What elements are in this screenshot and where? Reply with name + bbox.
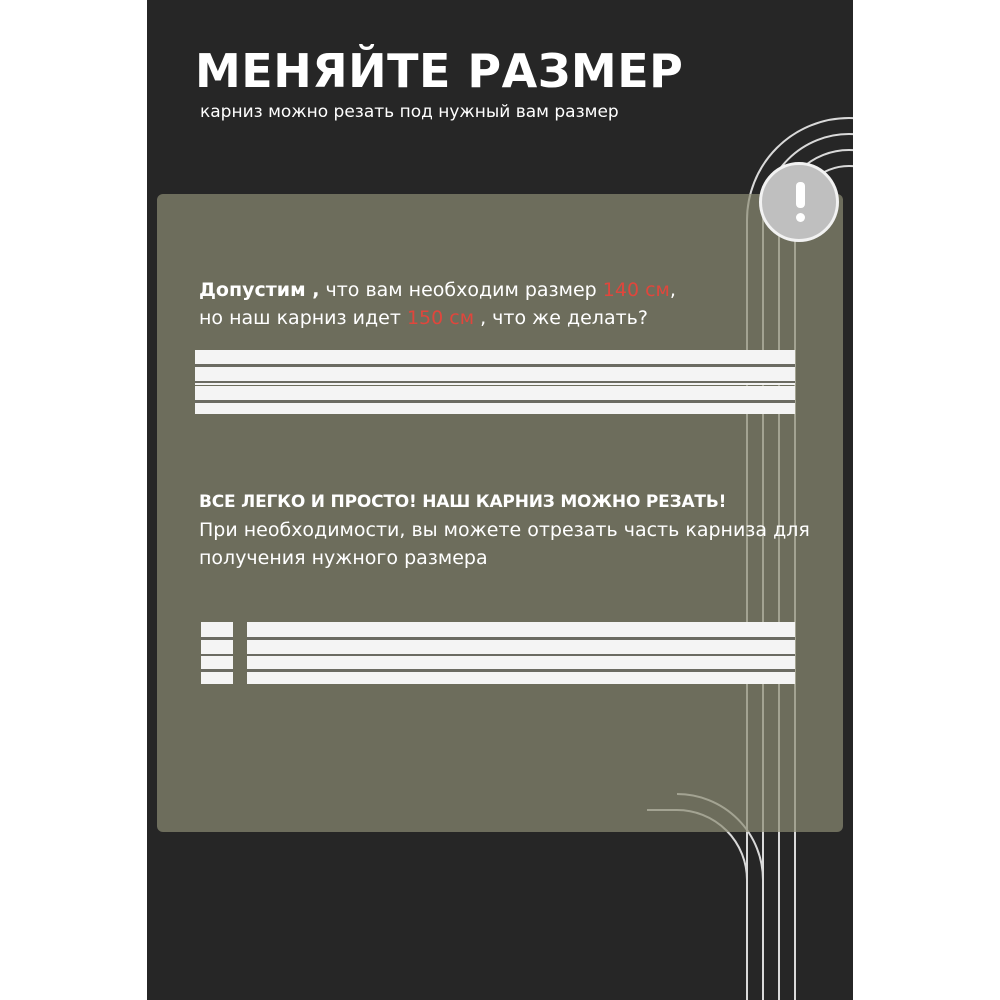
exclamation-icon [796, 182, 805, 208]
question-comma: , [669, 279, 676, 301]
question-lead: Допустим , [199, 279, 320, 301]
question-text-3: , что же делать? [474, 307, 648, 329]
page-subtitle: карниз можно резать под нужный вам размер [200, 102, 619, 122]
exclamation-dot-icon [796, 213, 805, 222]
curtain-rail-trimmed [247, 622, 795, 684]
poster [147, 0, 853, 1000]
question-text [199, 276, 799, 332]
question-text-1: что вам необходим размер [319, 279, 603, 301]
page-title: МЕНЯЙТЕ РАЗМЕР [195, 44, 684, 98]
curtain-rail-cut-piece [201, 622, 233, 684]
curtain-rail-full [195, 350, 795, 414]
answer-body: При необходимости, вы можете отрезать часть карниза для получения нужного размера [199, 519, 810, 569]
answer-text [199, 488, 839, 572]
question-text-2: но наш карниз идет [199, 307, 407, 329]
size-needed: 140 см [602, 279, 670, 301]
answer-headline: ВСЕ ЛЕГКО И ПРОСТО! НАШ КАРНИЗ МОЖНО РЕЗАТЬ! [199, 492, 727, 512]
alert-badge [759, 162, 839, 242]
size-actual: 150 см [406, 307, 475, 329]
